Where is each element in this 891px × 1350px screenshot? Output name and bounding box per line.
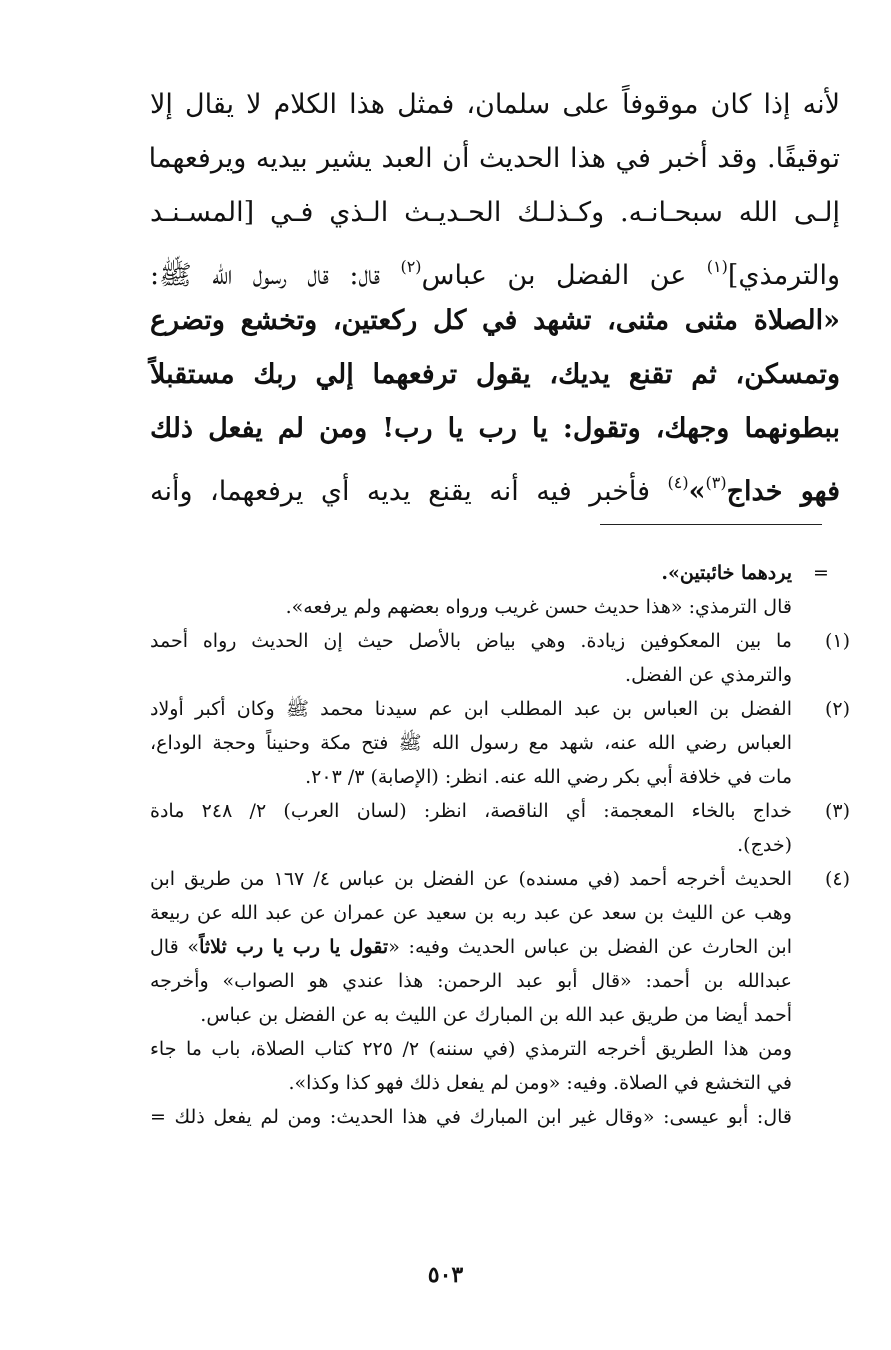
main-text bbox=[150, 78, 840, 510]
main-line-4 bbox=[150, 240, 840, 294]
footnote-body bbox=[150, 692, 792, 794]
footnote-line: وهب عن الليث بن سعد عن عبد ربه بن سعيد عن عمران عن عبد الله عن ربيعة bbox=[150, 902, 792, 924]
main-line-6: وتمسكن، ثم تقنع يديك، يقول ترفعهما إلي ربك مستقبلاً bbox=[150, 359, 840, 390]
footnote-number: (٢) bbox=[824, 698, 850, 720]
footnote-continuation-body bbox=[150, 556, 792, 624]
footnote-line: والترمذي عن الفضل. bbox=[625, 664, 792, 686]
footnote-line: العباس رضي الله عنه، شهد مع رسول الله ﷺ فتح مكة وحنيناً وحجة الوداع، bbox=[150, 732, 792, 754]
main-line-3: إلـى الله سبحـانـه. وكـذلـك الحـديـث الـذي فـي [المسـنـد bbox=[150, 197, 840, 228]
footnote-line: قال: أبو عيسى: «وقال غير ابن المبارك في هذا الحديث: ومن لم يفعل ذلك = bbox=[150, 1106, 792, 1128]
footnote-line: مات في خلافة أبي بكر رضي الله عنه. انظر: (الإصابة) ٣/ ٢٠٣. bbox=[305, 766, 792, 788]
footnote-body bbox=[150, 624, 792, 692]
footnote-ref-2: (٢) bbox=[400, 257, 422, 276]
footnote-line: (خدج). bbox=[737, 834, 792, 856]
footnote-line: ومن هذا الطريق أخرجه الترمذي (في سننه) ٢/ ٢٢٥ كتاب الصلاة، باب ما جاء bbox=[150, 1038, 792, 1060]
footnote-1 bbox=[150, 624, 850, 692]
footnote-line: أحمد أيضا من طريق عبد الله بن المبارك عن الليث به عن الفضل بن عباس. bbox=[200, 1004, 792, 1026]
footnote-ref-4: (٤) bbox=[667, 473, 689, 492]
footnote-4 bbox=[150, 862, 850, 1134]
footnote-2 bbox=[150, 692, 850, 794]
main-line-8-text-a: فهو خداج bbox=[726, 476, 840, 507]
footnote-continuation bbox=[150, 556, 850, 624]
footnote-number: (٣) bbox=[824, 800, 850, 822]
footnotes bbox=[150, 556, 850, 1134]
footnote-line: خداج بالخاء المعجمة: أي الناقصة، انظر: (لسان العرب) ٢/ ٢٤٨ مادة bbox=[150, 800, 793, 822]
footnote-line-part: ابن الحارث عن الفضل بن عباس الحديث وفيه: « bbox=[388, 936, 792, 958]
footnote-ref-1: (١) bbox=[706, 257, 728, 276]
footnote-body bbox=[150, 794, 792, 862]
footnote-line: الفضل بن العباس بن عبد المطلب ابن عم سيدنا محمد ﷺ وكان أكبر أولاد bbox=[150, 698, 792, 720]
footnote-line-part: » قال bbox=[150, 936, 200, 958]
main-line-7: ببطونهما وجهك، وتقول: يا رب يا رب! ومن لم يفعل ذلك bbox=[150, 413, 840, 444]
footnote-body bbox=[150, 862, 792, 1134]
footnote-line: الحديث أخرجه أحمد (في مسنده) عن الفضل بن عباس ٤/ ١٦٧ من طريق ابن bbox=[150, 868, 792, 890]
footnote-line: في التخشع في الصلاة. وفيه: «ومن لم يفعل ذلك فهو كذا وكذا». bbox=[288, 1072, 792, 1094]
main-line-4-text-a: والترمذي] bbox=[727, 260, 840, 291]
page-number: ٥٠٣ bbox=[427, 1262, 464, 1288]
footnote-line: ما بين المعكوفين زيادة. وهي بياض بالأصل حيث إن الحديث رواه أحمد bbox=[150, 630, 792, 652]
footnote-line: عبدالله بن أحمد: «قال أبو عبد الرحمن: هذا عندي هو الصواب» وأخرجه bbox=[150, 970, 792, 992]
main-line-8 bbox=[150, 456, 840, 510]
footnote-ref-3: (٣) bbox=[705, 473, 727, 492]
main-line-8-text-b: فأخبر فيه أنه يقنع يديه أي يرفعهما، وأنه bbox=[150, 476, 668, 507]
footnote-line bbox=[150, 930, 792, 964]
main-line-5: «الصلاة مثنى مثنى، تشهد في كل ركعتين، وتخشع وتضرع bbox=[150, 305, 840, 336]
footnote-continuation-line-1: يردهما خائبتين». bbox=[661, 562, 792, 584]
footnote-number: (٤) bbox=[824, 868, 850, 890]
footnote-separator bbox=[600, 524, 822, 525]
footnote-continuation-line-2: قال الترمذي: «هذا حديث حسن غريب ورواه بعضهم ولم يرفعه». bbox=[285, 596, 792, 618]
main-line-4-text-c: قال: قال رسول الله ﷺ: bbox=[150, 260, 401, 291]
closing-quote: » bbox=[688, 476, 706, 507]
main-line-2: توقيفًا. وقد أخبر في هذا الحديث أن العبد يشير بيديه ويرفعهما bbox=[148, 143, 840, 174]
footnote-3 bbox=[150, 794, 850, 862]
main-line-4-text-b: عن الفضل بن عباس bbox=[421, 260, 707, 291]
footnote-number: (١) bbox=[824, 630, 850, 652]
main-line-1: لأنه إذا كان موقوفاً على سلمان، فمثل هذا الكلام لا يقال إلا bbox=[150, 89, 840, 120]
footnote-bold-quote: تقول يا رب يا رب ثلاثاً bbox=[199, 936, 389, 958]
continuation-mark: = bbox=[813, 562, 829, 584]
